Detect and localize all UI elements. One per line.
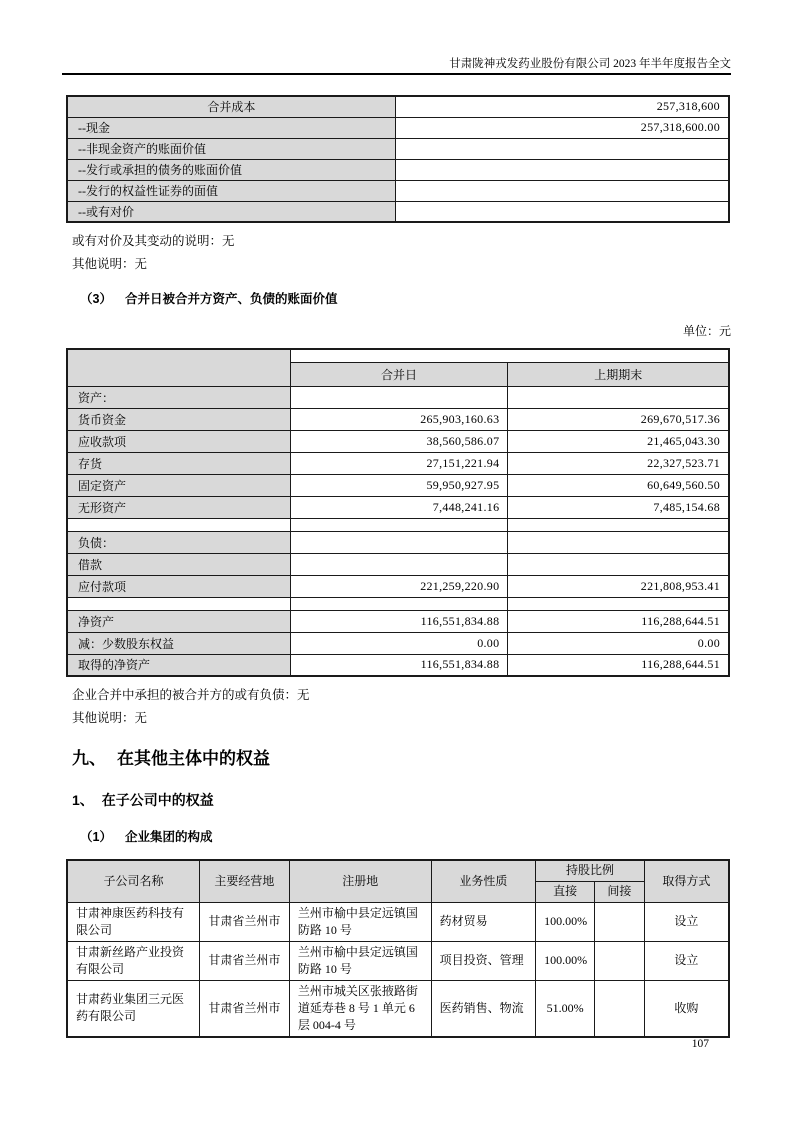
- subsidiary-acquisition: 设立: [644, 941, 729, 980]
- section-number: （1）: [80, 830, 112, 844]
- row-label: --发行的权益性证券的面值: [67, 180, 395, 201]
- row-label: 应付款项: [67, 575, 290, 597]
- row-value: 116,551,834.88: [290, 654, 508, 676]
- table-row: [67, 610, 729, 632]
- section-3-heading: [80, 291, 731, 308]
- row-value: [395, 138, 729, 159]
- row-value: [508, 597, 729, 610]
- subsidiaries-table: [66, 859, 730, 1038]
- corner-cell: [67, 349, 290, 386]
- subsidiary-business: 医药销售、物流: [431, 980, 536, 1037]
- table-row: [67, 575, 729, 597]
- table-row: [67, 531, 729, 553]
- empty-row: [67, 518, 729, 531]
- row-label: 无形资产: [67, 496, 290, 518]
- row-value: [508, 518, 729, 531]
- note-line: 其他说明：无: [72, 711, 148, 725]
- table-row: [67, 452, 729, 474]
- row-value: 221,259,220.90: [290, 575, 508, 597]
- table-row: [67, 180, 729, 201]
- row-value: 7,448,241.16: [290, 496, 508, 518]
- row-label: [67, 597, 290, 610]
- row-label: 净资产: [67, 610, 290, 632]
- doc-header-title: 甘肃陇神戎发药业股份有限公司 2023 年半年度报告全文: [449, 58, 731, 70]
- row-label: 应收款项: [67, 430, 290, 452]
- row-label: 借款: [67, 553, 290, 575]
- section-9-heading: [72, 747, 731, 771]
- row-value: 221,808,953.41: [508, 575, 729, 597]
- subsidiary-name: 甘肃新丝路产业投资有限公司: [67, 941, 199, 980]
- row-value: [395, 180, 729, 201]
- col-header-acquisition: 取得方式: [644, 860, 729, 902]
- section-9-1-1-heading: [80, 829, 731, 846]
- header-row: [67, 860, 729, 881]
- empty-row: [67, 597, 729, 610]
- subsidiary-direct: 100.00%: [536, 941, 595, 980]
- row-label: 负债：: [67, 531, 290, 553]
- subsidiary-registered: 兰州市榆中县定远镇国防路 10 号: [289, 941, 431, 980]
- row-value: 265,903,160.63: [290, 408, 508, 430]
- row-value: 21,465,043.30: [508, 430, 729, 452]
- section-title: 在其他主体中的权益: [117, 749, 270, 768]
- consideration-table: [66, 95, 730, 223]
- note-line: 企业合并中承担的被合并方的或有负债：无: [72, 688, 310, 702]
- table-row: [67, 349, 729, 362]
- table-row: [67, 386, 729, 408]
- table-row: [67, 138, 729, 159]
- table-row: [67, 96, 729, 117]
- col-header-prior-period: 上期期末: [508, 362, 729, 386]
- row-value: [290, 597, 508, 610]
- table-row: [67, 159, 729, 180]
- col-header-name: 子公司名称: [67, 860, 199, 902]
- note-line: 其他说明：无: [72, 257, 148, 271]
- row-label: --或有对价: [67, 201, 395, 222]
- col-header-registered: 注册地: [289, 860, 431, 902]
- row-value: [508, 553, 729, 575]
- row-value: 116,288,644.51: [508, 654, 729, 676]
- subsidiary-name: 甘肃药业集团三元医药有限公司: [67, 980, 199, 1037]
- row-value: 269,670,517.36: [508, 408, 729, 430]
- section-title: 合并日被合并方资产、负债的账面价值: [124, 292, 338, 306]
- section-number: 1、: [72, 792, 94, 808]
- table-row: [67, 902, 729, 941]
- table-row: [67, 632, 729, 654]
- row-value: 0.00: [508, 632, 729, 654]
- table-row: [67, 201, 729, 222]
- row-value: 59,950,927.95: [290, 474, 508, 496]
- row-value: 60,649,560.50: [508, 474, 729, 496]
- subsidiary-place: 甘肃省兰州市: [199, 941, 289, 980]
- subsidiary-acquisition: 设立: [644, 902, 729, 941]
- row-value: 257,318,600.00: [395, 117, 729, 138]
- row-value: [508, 386, 729, 408]
- section-title: 企业集团的构成: [124, 830, 213, 844]
- row-label: --非现金资产的账面价值: [67, 138, 395, 159]
- row-label: 货币资金: [67, 408, 290, 430]
- subsidiary-registered: 兰州市城关区张掖路街道延寿巷 8 号 1 单元 6 层 004-4 号: [289, 980, 431, 1037]
- page-number: 107: [691, 1038, 709, 1050]
- subsidiary-acquisition: 收购: [644, 980, 729, 1037]
- row-value: [290, 386, 508, 408]
- note-line: 或有对价及其变动的说明：无: [72, 234, 235, 248]
- subsidiary-indirect: [595, 980, 645, 1037]
- row-value: 0.00: [290, 632, 508, 654]
- row-label: 合并成本: [67, 96, 395, 117]
- row-value: 257,318,600: [395, 96, 729, 117]
- table-row: [67, 408, 729, 430]
- row-value: 116,288,644.51: [508, 610, 729, 632]
- table-row: [67, 941, 729, 980]
- col-header-business: 业务性质: [431, 860, 536, 902]
- row-label: --现金: [67, 117, 395, 138]
- col-header-direct: 直接: [536, 881, 595, 902]
- row-value: [395, 159, 729, 180]
- table-row: [67, 980, 729, 1037]
- section-9-1-heading: [72, 790, 731, 810]
- unit-label: 单位：元: [682, 324, 731, 338]
- table-row: [67, 496, 729, 518]
- section-title: 在子公司中的权益: [101, 792, 214, 808]
- table-row: [67, 654, 729, 676]
- subsidiary-indirect: [595, 941, 645, 980]
- row-value: [290, 553, 508, 575]
- row-label: 存货: [67, 452, 290, 474]
- row-label: 减：少数股东权益: [67, 632, 290, 654]
- notes-after-consideration: [72, 230, 731, 276]
- subsidiary-place: 甘肃省兰州市: [199, 980, 289, 1037]
- row-value: [290, 518, 508, 531]
- row-label: [67, 518, 290, 531]
- subsidiary-registered: 兰州市榆中县定远镇国防路 10 号: [289, 902, 431, 941]
- row-label: --发行或承担的债务的账面价值: [67, 159, 395, 180]
- subsidiary-name: 甘肃神康医药科技有限公司: [67, 902, 199, 941]
- table-row: [67, 117, 729, 138]
- row-value: [508, 531, 729, 553]
- row-label: 取得的净资产: [67, 654, 290, 676]
- section-number: 九、: [72, 749, 106, 768]
- subsidiary-business: 项目投资、管理: [431, 941, 536, 980]
- row-value: 7,485,154.68: [508, 496, 729, 518]
- balance-table: [66, 348, 730, 677]
- row-value: [395, 201, 729, 222]
- subsidiary-direct: 51.00%: [536, 980, 595, 1037]
- doc-header: [62, 0, 731, 75]
- row-value: 38,560,586.07: [290, 430, 508, 452]
- row-label: 资产：: [67, 386, 290, 408]
- subsidiary-direct: 100.00%: [536, 902, 595, 941]
- col-header-place: 主要经营地: [199, 860, 289, 902]
- table-row: [67, 553, 729, 575]
- subsidiary-place: 甘肃省兰州市: [199, 902, 289, 941]
- spacer-cell: [290, 349, 729, 362]
- col-header-merge-date: 合并日: [290, 362, 508, 386]
- notes-after-balance: [72, 684, 731, 730]
- subsidiary-indirect: [595, 902, 645, 941]
- row-value: [290, 531, 508, 553]
- row-value: 22,327,523.71: [508, 452, 729, 474]
- row-value: 27,151,221.94: [290, 452, 508, 474]
- table-row: [67, 474, 729, 496]
- section-number: （3）: [80, 292, 112, 306]
- subsidiary-business: 药材贸易: [431, 902, 536, 941]
- table-row: [67, 430, 729, 452]
- row-value: 116,551,834.88: [290, 610, 508, 632]
- col-header-indirect: 间接: [595, 881, 645, 902]
- row-label: 固定资产: [67, 474, 290, 496]
- col-header-shareholding: 持股比例: [536, 860, 645, 881]
